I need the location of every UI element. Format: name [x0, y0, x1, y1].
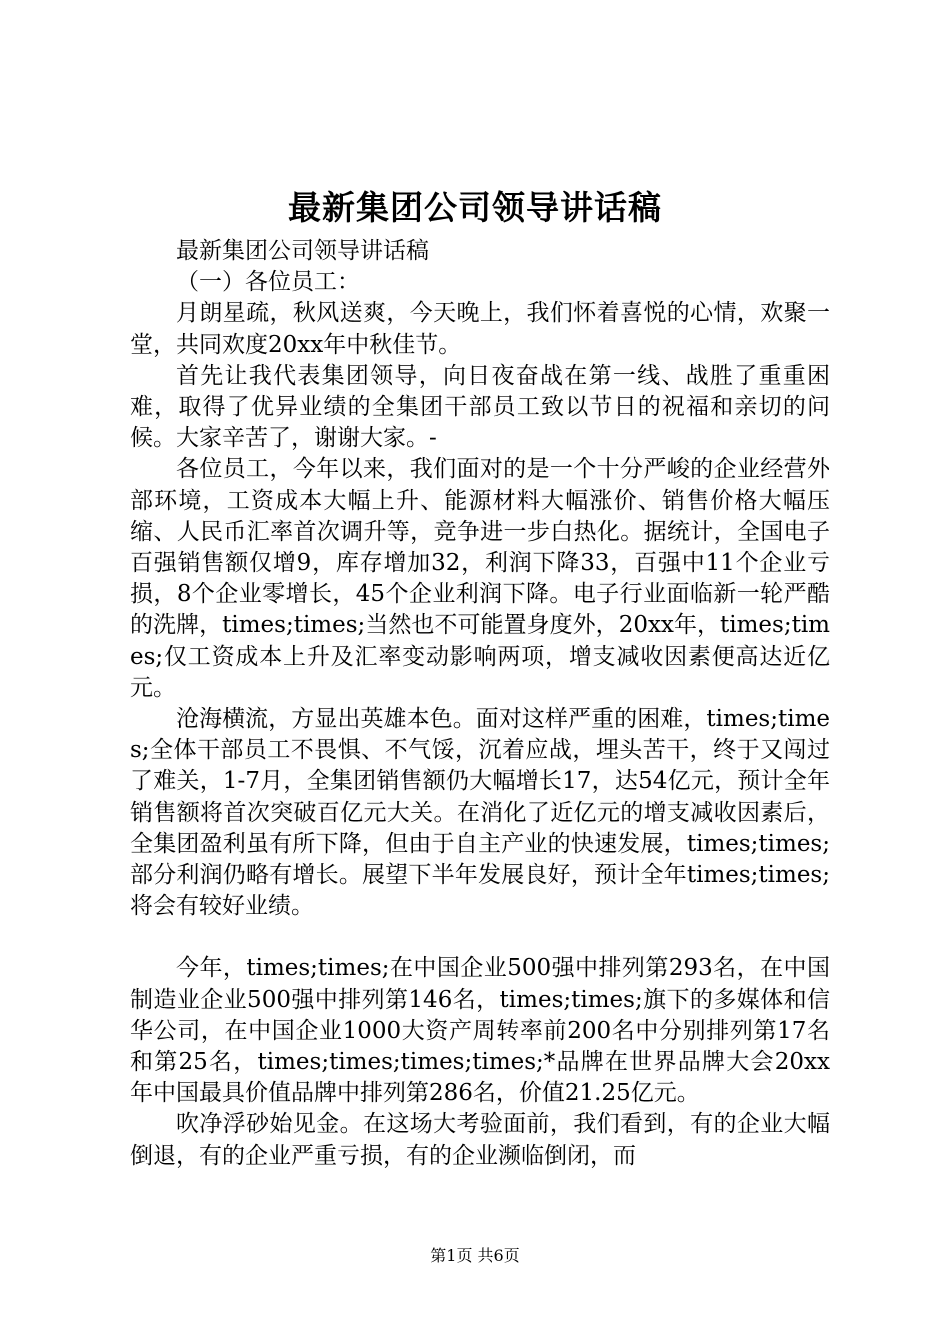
paragraph-rankings: 今年，times;times;在中国企业500强中排列第293名，在中国制造业企业500强中排列第146名，times;times;旗下的多媒体和信华公司，在中国企业1000大资产周转率前200名中分别排列第17名和第25名，times;times;times;times;*品牌在世界品牌大会20xx年中国最具价值品牌中排列第286名，价值21.25亿元。	[130, 955, 830, 1107]
paragraph-spacer	[130, 922, 830, 953]
paragraph-salutation: （一）各位员工：	[176, 269, 360, 296]
paragraph-performance: 沧海横流，方显出英雄本色。面对这样严重的困难，times;times;全体干部员工不畏惧、不气馁，沉着应战，埋头苦干，终于又闯过了难关，1-7月，全集团销售额仍大幅增长17，达54亿元，预计全年销售额将首次突破百亿元大关。在消化了近亿元的增支减收因素后，全集团盈利虽有所下降，但由于自主产业的快速发展，times;times;部分利润仍略有增长。展望下半年发展良好，预计全年times;times;将会有较好业绩。	[130, 706, 830, 920]
document-title: 最新集团公司领导讲话稿	[288, 188, 662, 227]
document-body	[130, 236, 830, 1172]
paragraph-conclusion: 吹净浮砂始见金。在这场大考验面前，我们看到，有的企业大幅倒退，有的企业严重亏损，有的企业濒临倒闭，而	[130, 1111, 830, 1169]
page-indicator: 第1页 共6页	[430, 1246, 520, 1265]
paragraph-subtitle: 最新集团公司领导讲话稿	[176, 238, 429, 264]
paragraph-thanks: 首先让我代表集团领导，向日夜奋战在第一线、战胜了重重困难，取得了优异业绩的全集团干部员工致以节日的祝福和亲切的问候。大家辛苦了，谢谢大家。-	[130, 362, 830, 452]
paragraph-environment: 各位员工，今年以来，我们面对的是一个十分严峻的企业经营外部环境，工资成本大幅上升、能源材料大幅涨价、销售价格大幅压缩、人民币汇率首次调升等，竞争进一步白热化。据统计，全国电子百强销售额仅增9，库存增加32，利润下降33，百强中11个企业亏损，8个企业零增长，45个企业利润下降。电子行业面临新一轮严酷的洗牌，times;times;当然也不可能置身度外，20xx年，times;times;仅工资成本上升及汇率变动影响两项，增支减收因素便高达近亿元。	[130, 456, 830, 701]
paragraph-greeting: 月朗星疏，秋风送爽，今天晚上，我们怀着喜悦的心情，欢聚一堂，共同欢度20xx年中秋佳节。	[130, 300, 830, 358]
